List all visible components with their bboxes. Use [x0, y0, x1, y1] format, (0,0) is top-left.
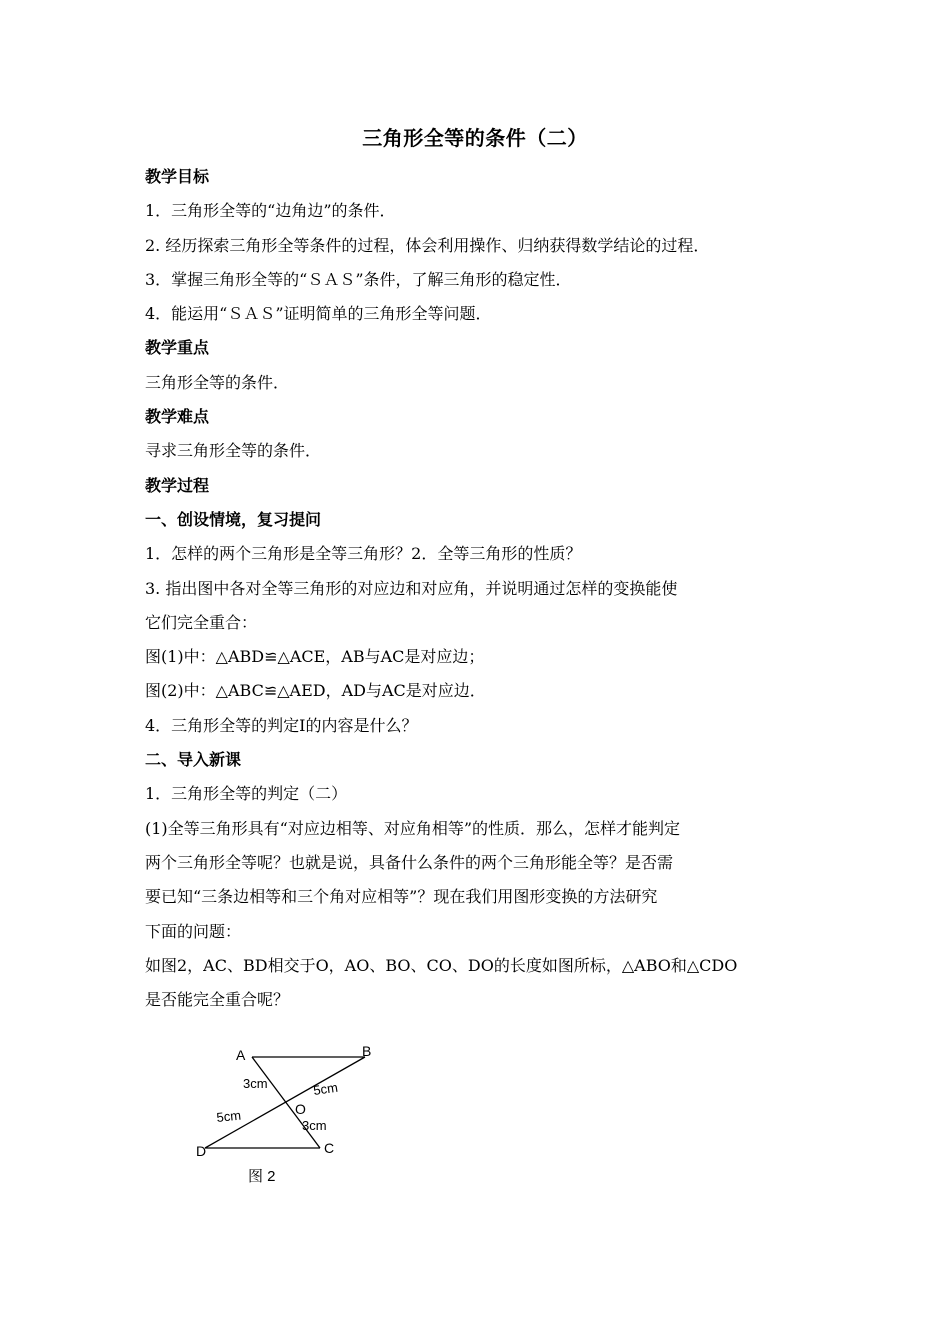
text-line: 4．能运用“ＳＡＳ”证明简单的三角形全等问题．: [145, 304, 492, 324]
text-line: 1．三角形全等的“边角边”的条件．: [145, 201, 396, 221]
label-co-length: 3cm: [302, 1118, 327, 1133]
section-heading: 一、创设情境，复习提问: [145, 509, 322, 529]
point-o-label: O: [295, 1101, 306, 1117]
figure-2: [190, 1040, 390, 1190]
text-line: 1．怎样的两个三角形是全等三角形？2．全等三角形的性质？: [145, 544, 582, 564]
section-heading: 教学难点: [145, 407, 210, 427]
text-line: 寻求三角形全等的条件．: [145, 441, 322, 461]
point-b-label: B: [362, 1043, 372, 1059]
label-ao-length: 3cm: [243, 1076, 268, 1091]
text-line: 是否能完全重合呢？: [145, 990, 290, 1010]
text-line: 两个三角形全等呢？也就是说，具备什么条件的两个三角形能全等？是否需: [145, 852, 674, 872]
section-heading: 二、导入新课: [145, 750, 242, 770]
text-line: 图(1)中：△ABD≌△ACE，AB与AC是对应边；: [145, 647, 485, 667]
text-line: 要已知“三条边相等和三个角对应相等”？现在我们用图形变换的方法研究: [145, 887, 658, 907]
text-line: 3．掌握三角形全等的“ＳＡＳ”条件，了解三角形的稳定性．: [145, 269, 572, 289]
section-heading: 教学重点: [145, 338, 210, 358]
text-line: 如图2，AC、BD相交于O，AO、BO、CO、DO的长度如图所标，△ABO和△CDO: [145, 955, 738, 975]
text-line: 3. 指出图中各对全等三角形的对应边和对应角，并说明通过怎样的变换能使: [145, 578, 678, 598]
point-d-label: D: [196, 1143, 207, 1159]
text-line: 图(2)中：△ABC≌△AED，AD与AC是对应边．: [145, 681, 486, 701]
section-heading: 教学过程: [145, 475, 210, 495]
document-body: [145, 160, 815, 1017]
figure-caption: 图 2: [248, 1168, 276, 1185]
text-line: 1．三角形全等的判定（二）: [145, 784, 348, 804]
text-line: (1)全等三角形具有“对应边相等、对应角相等”的性质．那么，怎样才能判定: [145, 818, 681, 838]
label-do-length: 5cm: [215, 1107, 242, 1125]
label-bo-length: 5cm: [312, 1079, 339, 1098]
section-heading: 教学目标: [145, 167, 210, 186]
point-c-label: C: [324, 1140, 335, 1156]
text-line: 2. 经历探索三角形全等条件的过程，体会利用操作、归纳获得数学结论的过程．: [145, 235, 710, 255]
text-line: 三角形全等的条件．: [145, 372, 290, 392]
point-a-label: A: [236, 1047, 246, 1063]
segment-bd: [205, 1057, 365, 1148]
text-line: 4．三角形全等的判定Ⅰ的内容是什么？: [145, 715, 418, 735]
text-line: 它们完全重合：: [145, 612, 258, 632]
text-line: 下面的问题：: [145, 921, 242, 941]
document-title: 三角形全等的条件（二）: [362, 126, 588, 150]
figure-2-diagram: [190, 1040, 390, 1190]
